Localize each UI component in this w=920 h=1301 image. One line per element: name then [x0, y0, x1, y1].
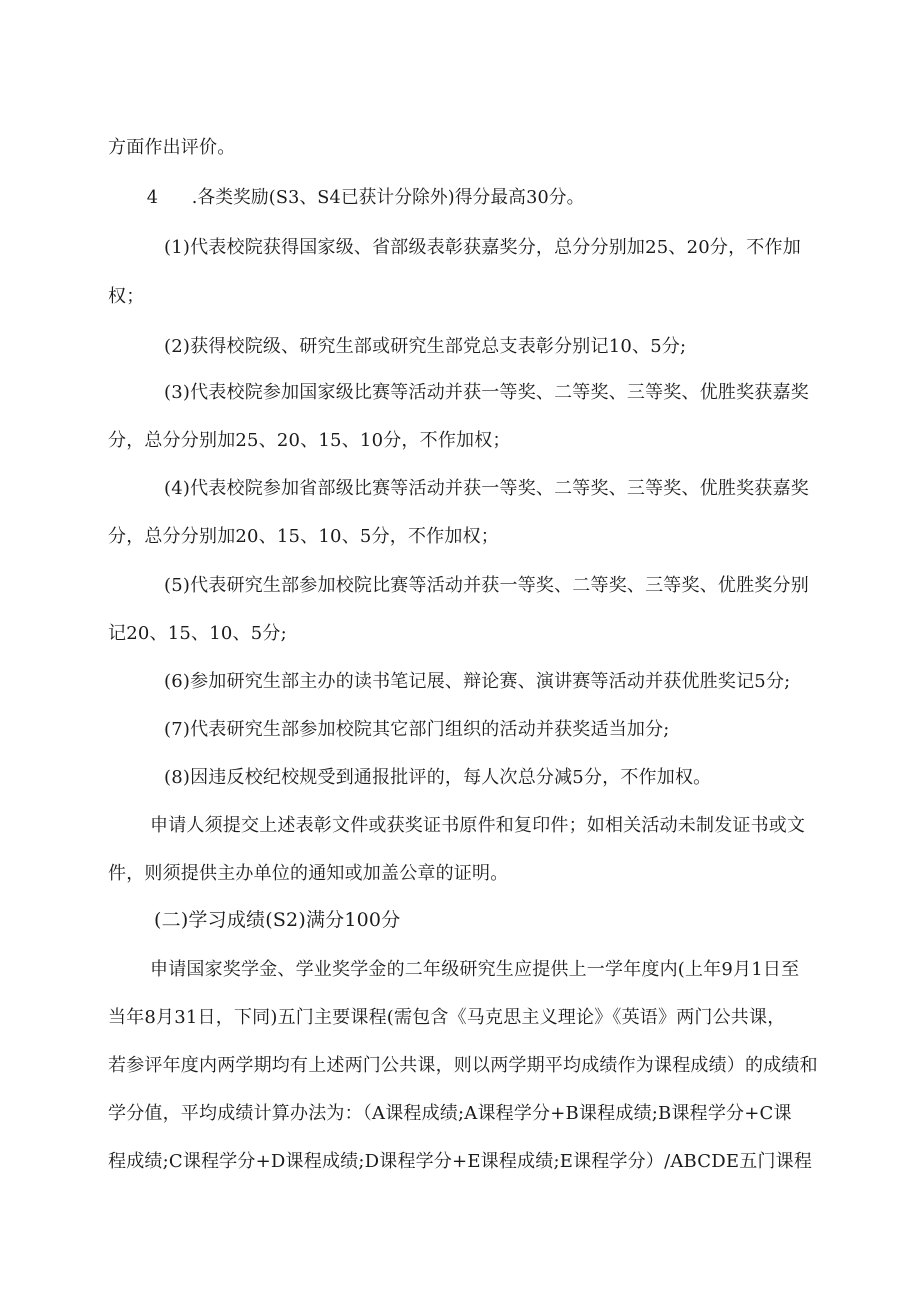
paragraph-body-1: 申请国家奖学金、学业奖学金的二年级研究生应提供上一学年度内(上年9月1日至 — [150, 959, 800, 980]
paragraph-note: 申请人须提交上述表彰文件或获奖证书原件和复印件；如相关活动未制发证书或文 — [150, 815, 806, 836]
paragraph-body-3: 若参评年度内两学期均有上述两门公共课，则以两学期平均成绩作为课程成绩）的成绩和 — [108, 1055, 818, 1076]
sub-item-6: (6)参加研究生部主办的读书笔记展、辩论赛、演讲赛等活动并获优胜奖记5分; — [164, 671, 791, 692]
item-number: 4 — [146, 187, 159, 208]
sub-item-1-cont: 权； — [108, 286, 145, 307]
item-text: .各类奖励(S3、S4已获计分除外)得分最高30分。 — [191, 187, 585, 208]
text-line-1: 方面作出评价。 — [108, 137, 236, 158]
paragraph-body-4: 学分值，平均成绩计算办法为：（A课程成绩;A课程学分+B课程成绩;B课程学分+C课 — [108, 1103, 792, 1124]
sub-item-3: (3)代表校院参加国家级比赛等活动并获一等奖、二等奖、三等奖、优胜奖获嘉奖 — [164, 382, 809, 403]
sub-item-5: (5)代表研究生部参加校院比赛等活动并获一等奖、二等奖、三等奖、优胜奖分别 — [164, 575, 809, 596]
sub-item-4: (4)代表校院参加省部级比赛等活动并获一等奖、二等奖、三等奖、优胜奖获嘉奖 — [164, 478, 809, 499]
sub-item-1: (1)代表校院获得国家级、省部级表彰获嘉奖分，总分分别加25、20分，不作加 — [164, 237, 801, 258]
section-heading: (二)学习成绩(S2)满分100分 — [154, 909, 401, 931]
sub-item-2: (2)获得校院级、研究生部或研究生部党总支表彰分别记10、5分; — [164, 336, 687, 357]
paragraph-note-cont: 件，则须提供主办单位的通知或加盖公章的证明。 — [108, 863, 509, 884]
sub-item-5-cont: 记20、15、10、5分; — [108, 623, 287, 644]
paragraph-body-5: 程成绩;C课程学分+D课程成绩;D课程学分+E课程成绩;E课程学分）/ABCDE五门课程 — [108, 1151, 813, 1172]
sub-item-8: (8)因违反校纪校规受到通报批评的，每人次总分减5分，不作加权。 — [164, 767, 712, 788]
sub-item-4-cont: 分，总分分别加20、15、10、5分，不作加权； — [108, 526, 499, 547]
sub-item-3-cont: 分，总分分别加25、20、15、10分，不作加权； — [108, 430, 511, 451]
paragraph-body-2: 当年8月31日，下同)五门主要课程(需包含《马克思主义理论》《英语》两门公共课， — [108, 1007, 786, 1028]
sub-item-7: (7)代表研究生部参加校院其它部门组织的活动并获奖适当加分; — [164, 719, 670, 740]
